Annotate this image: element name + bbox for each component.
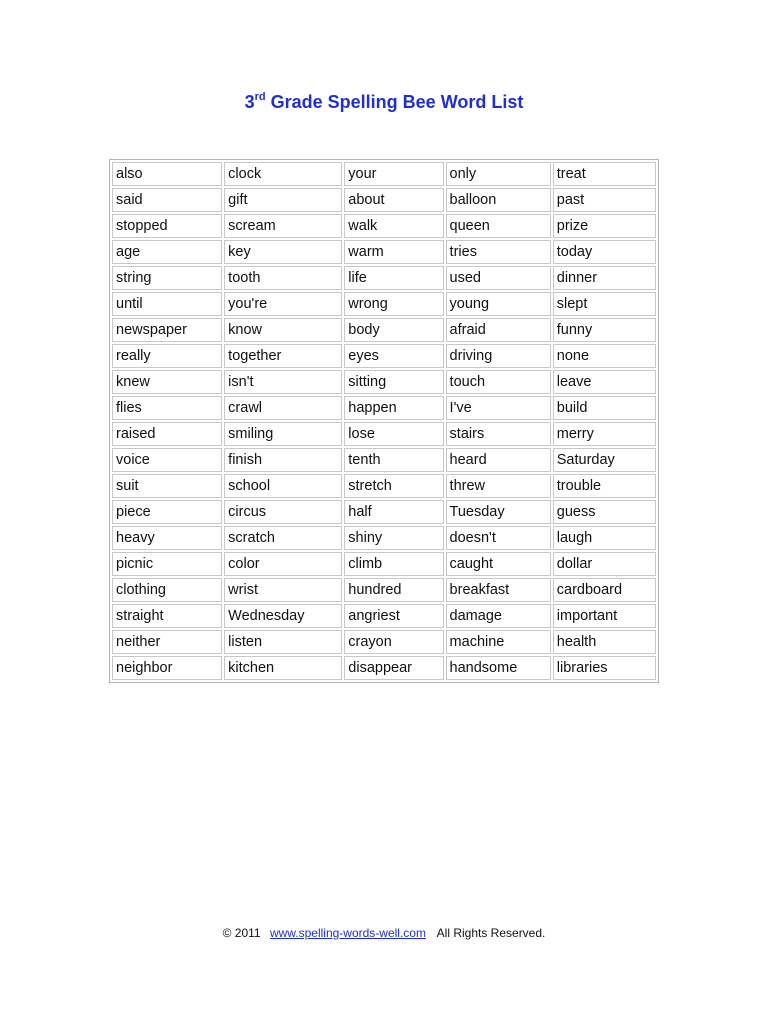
word-cell: hundred xyxy=(344,578,443,602)
word-cell: threw xyxy=(446,474,551,498)
table-row xyxy=(112,162,656,186)
word-cell: you're xyxy=(224,292,342,316)
word-cell: circus xyxy=(224,500,342,524)
table-row xyxy=(112,396,656,420)
word-cell: school xyxy=(224,474,342,498)
word-cell: sitting xyxy=(344,370,443,394)
word-cell: suit xyxy=(112,474,222,498)
word-cell: angriest xyxy=(344,604,443,628)
word-cell: picnic xyxy=(112,552,222,576)
table-row xyxy=(112,578,656,602)
table-row xyxy=(112,656,656,680)
footer-copyright: © 2011 xyxy=(222,926,261,940)
word-cell: scream xyxy=(224,214,342,238)
word-cell: stopped xyxy=(112,214,222,238)
word-cell: only xyxy=(446,162,551,186)
title-superscript: rd xyxy=(254,91,266,103)
word-cell: today xyxy=(553,240,656,264)
word-cell: flies xyxy=(112,396,222,420)
title-prefix: 3 xyxy=(244,92,255,112)
word-cell: balloon xyxy=(446,188,551,212)
word-cell: stairs xyxy=(446,422,551,446)
word-cell: heard xyxy=(446,448,551,472)
word-cell: about xyxy=(344,188,443,212)
word-cell: eyes xyxy=(344,344,443,368)
word-cell: until xyxy=(112,292,222,316)
word-cell: newspaper xyxy=(112,318,222,342)
word-cell: string xyxy=(112,266,222,290)
word-cell: build xyxy=(553,396,656,420)
word-cell: used xyxy=(446,266,551,290)
word-cell: past xyxy=(553,188,656,212)
word-cell: raised xyxy=(112,422,222,446)
word-cell: slept xyxy=(553,292,656,316)
word-cell: wrist xyxy=(224,578,342,602)
word-cell: wrong xyxy=(344,292,443,316)
table-row xyxy=(112,370,656,394)
word-cell: disappear xyxy=(344,656,443,680)
word-cell: handsome xyxy=(446,656,551,680)
word-cell: Tuesday xyxy=(446,500,551,524)
word-cell: dollar xyxy=(553,552,656,576)
word-cell: happen xyxy=(344,396,443,420)
word-cell: crayon xyxy=(344,630,443,654)
word-list-body xyxy=(112,162,656,680)
table-row xyxy=(112,526,656,550)
word-cell: neither xyxy=(112,630,222,654)
word-cell: clock xyxy=(224,162,342,186)
word-cell: know xyxy=(224,318,342,342)
word-cell: smiling xyxy=(224,422,342,446)
word-cell: queen xyxy=(446,214,551,238)
word-cell: also xyxy=(112,162,222,186)
word-cell: important xyxy=(553,604,656,628)
word-cell: your xyxy=(344,162,443,186)
word-cell: scratch xyxy=(224,526,342,550)
table-row xyxy=(112,266,656,290)
word-cell: listen xyxy=(224,630,342,654)
word-cell: voice xyxy=(112,448,222,472)
word-cell: knew xyxy=(112,370,222,394)
table-row xyxy=(112,214,656,238)
word-cell: neighbor xyxy=(112,656,222,680)
word-cell: libraries xyxy=(553,656,656,680)
page-title xyxy=(0,92,768,113)
word-cell: breakfast xyxy=(446,578,551,602)
word-cell: finish xyxy=(224,448,342,472)
word-cell: lose xyxy=(344,422,443,446)
word-cell: prize xyxy=(553,214,656,238)
word-cell: I've xyxy=(446,396,551,420)
word-cell: life xyxy=(344,266,443,290)
table-row xyxy=(112,188,656,212)
word-cell: gift xyxy=(224,188,342,212)
word-cell: afraid xyxy=(446,318,551,342)
word-cell: merry xyxy=(553,422,656,446)
word-cell: damage xyxy=(446,604,551,628)
word-cell: guess xyxy=(553,500,656,524)
table-row xyxy=(112,448,656,472)
word-cell: machine xyxy=(446,630,551,654)
word-cell: color xyxy=(224,552,342,576)
word-cell: kitchen xyxy=(224,656,342,680)
word-cell: warm xyxy=(344,240,443,264)
word-cell: said xyxy=(112,188,222,212)
word-cell: piece xyxy=(112,500,222,524)
word-list-table xyxy=(109,159,659,683)
word-cell: age xyxy=(112,240,222,264)
word-cell: cardboard xyxy=(553,578,656,602)
table-row xyxy=(112,344,656,368)
title-suffix: Grade Spelling Bee Word List xyxy=(265,92,524,112)
word-cell: leave xyxy=(553,370,656,394)
word-cell: dinner xyxy=(553,266,656,290)
word-cell: clothing xyxy=(112,578,222,602)
table-row xyxy=(112,630,656,654)
table-row xyxy=(112,422,656,446)
footer xyxy=(0,926,768,940)
word-cell: stretch xyxy=(344,474,443,498)
word-cell: health xyxy=(553,630,656,654)
word-cell: climb xyxy=(344,552,443,576)
table-row xyxy=(112,318,656,342)
word-cell: doesn't xyxy=(446,526,551,550)
word-cell: none xyxy=(553,344,656,368)
word-cell: caught xyxy=(446,552,551,576)
word-cell: funny xyxy=(553,318,656,342)
table-row xyxy=(112,474,656,498)
word-cell: half xyxy=(344,500,443,524)
footer-website-link[interactable]: www.spelling-words-well.com xyxy=(269,926,426,940)
word-cell: really xyxy=(112,344,222,368)
word-cell: straight xyxy=(112,604,222,628)
word-cell: heavy xyxy=(112,526,222,550)
word-cell: trouble xyxy=(553,474,656,498)
word-cell: driving xyxy=(446,344,551,368)
word-cell: walk xyxy=(344,214,443,238)
word-cell: together xyxy=(224,344,342,368)
word-cell: tooth xyxy=(224,266,342,290)
word-cell: isn't xyxy=(224,370,342,394)
word-cell: touch xyxy=(446,370,551,394)
word-cell: Saturday xyxy=(553,448,656,472)
table-row xyxy=(112,240,656,264)
word-cell: shiny xyxy=(344,526,443,550)
word-cell: tenth xyxy=(344,448,443,472)
word-cell: treat xyxy=(553,162,656,186)
word-cell: body xyxy=(344,318,443,342)
word-cell: tries xyxy=(446,240,551,264)
footer-rights: All Rights Reserved. xyxy=(436,926,546,940)
table-row xyxy=(112,292,656,316)
word-cell: crawl xyxy=(224,396,342,420)
word-cell: young xyxy=(446,292,551,316)
word-cell: laugh xyxy=(553,526,656,550)
word-cell: Wednesday xyxy=(224,604,342,628)
table-row xyxy=(112,500,656,524)
word-cell: key xyxy=(224,240,342,264)
table-row xyxy=(112,552,656,576)
table-row xyxy=(112,604,656,628)
